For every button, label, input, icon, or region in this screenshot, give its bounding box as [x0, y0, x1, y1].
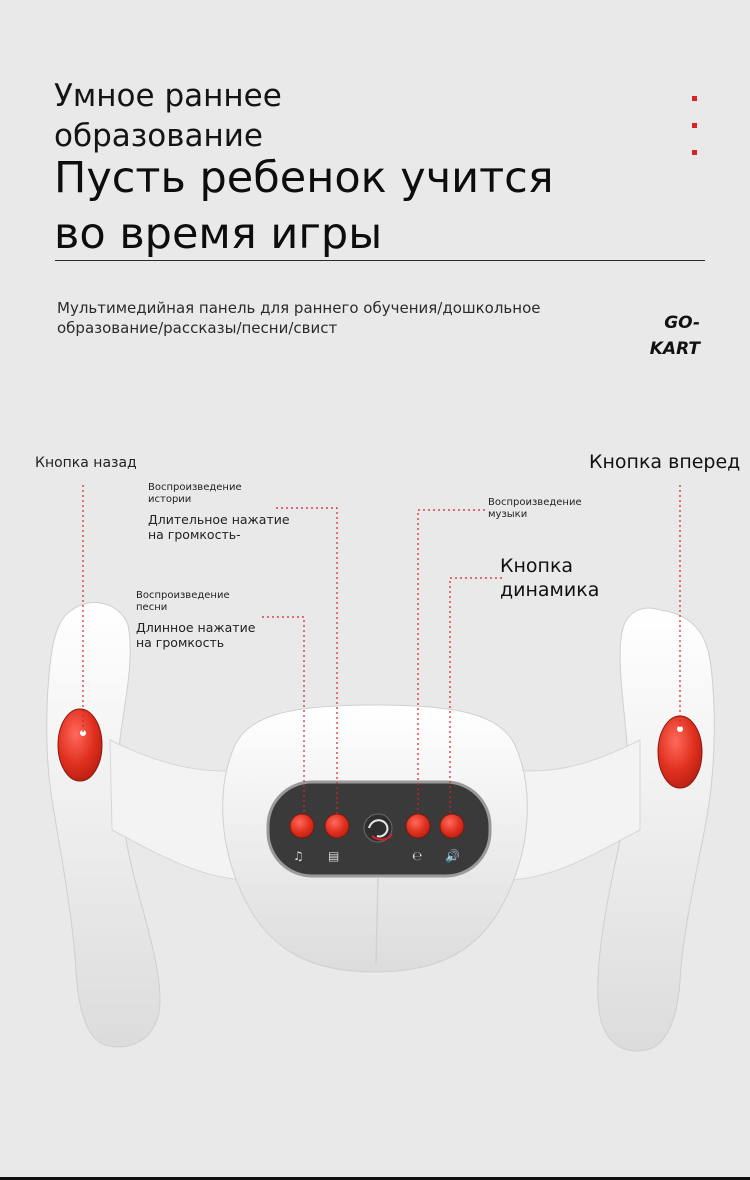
song-button[interactable] [290, 814, 314, 838]
label-story [148, 482, 290, 542]
label-music-title-1: Воспроизведение [488, 497, 582, 508]
music-button[interactable] [406, 814, 430, 838]
label-speaker [500, 554, 599, 602]
label-back-button: Кнопка назад [35, 455, 137, 471]
story-button[interactable] [325, 814, 349, 838]
label-story-desc-1: Длительное нажатие [148, 512, 290, 527]
speaker-icon: 🔊 [445, 849, 460, 863]
label-song-desc-1: Длинное нажатие [136, 620, 256, 635]
subtitle-line-1: Мультимедийная панель для раннего обучения/дошкольное [57, 299, 541, 317]
label-music [488, 497, 582, 521]
label-forward-button: Кнопка вперед [589, 451, 741, 473]
label-song [136, 590, 255, 650]
label-story-title-1: Воспроизведение [148, 482, 242, 493]
story-book-icon: ▤ [328, 849, 340, 863]
back-button[interactable] [58, 709, 102, 781]
speaker-button[interactable] [440, 814, 464, 838]
label-song-desc-2: на громкость [136, 635, 225, 650]
heading-line-1: Умное раннее [54, 78, 282, 114]
label-story-title-2: истории [148, 494, 192, 505]
label-song-title-2: песни [136, 602, 168, 613]
brand-line-1: GO- [664, 313, 700, 333]
label-music-title-2: музыки [488, 509, 528, 520]
label-speaker-line-1: Кнопка [500, 555, 574, 577]
label-story-desc-2: на громкость- [148, 527, 241, 542]
subtitle-line-2: образование/рассказы/песни/свист [57, 319, 338, 337]
heading-line-3: Пусть ребенок учится [54, 153, 554, 203]
label-speaker-line-2: динамика [500, 579, 600, 601]
heading-line-4: во время игры [54, 209, 383, 259]
heading-line-2: образование [54, 118, 263, 154]
music-note-icon: ♫ [293, 849, 304, 863]
label-song-title-1: Воспроизведение [136, 590, 230, 601]
brand-line-2: KART [649, 339, 700, 359]
music-e-icon: ℮ [412, 849, 423, 863]
